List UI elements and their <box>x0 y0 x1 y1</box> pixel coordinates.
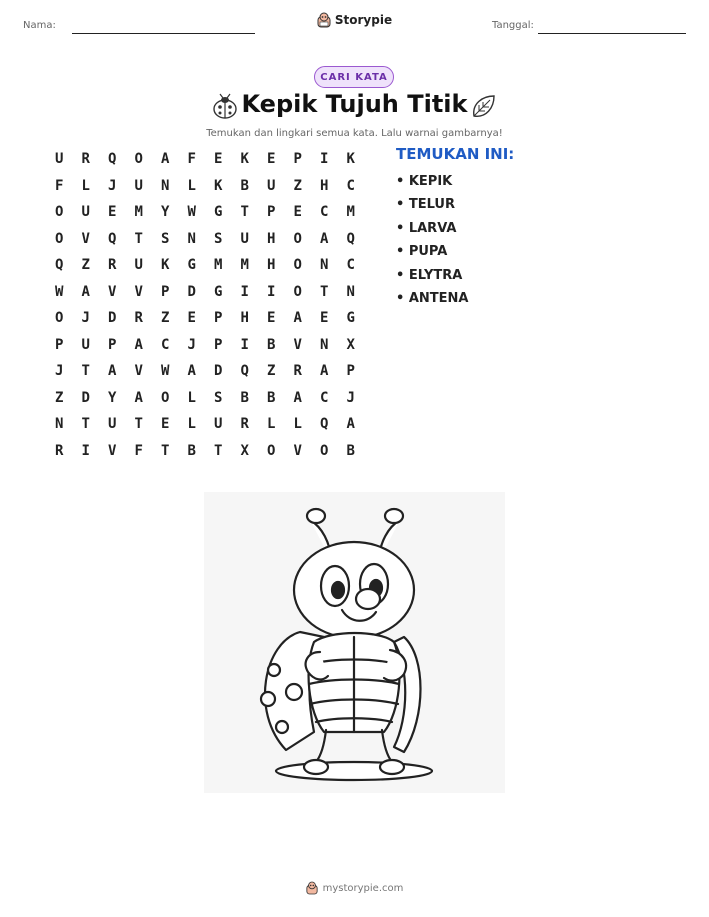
grid-cell[interactable]: D <box>108 310 117 327</box>
grid-cell[interactable]: V <box>134 283 143 300</box>
grid-cell[interactable]: F <box>55 177 64 194</box>
grid-cell[interactable]: H <box>267 230 276 247</box>
date-field[interactable] <box>538 33 686 34</box>
grid-cell[interactable]: N <box>187 230 196 247</box>
grid-cell[interactable]: C <box>346 177 355 194</box>
grid-cell[interactable]: B <box>240 389 249 406</box>
grid-cell[interactable]: A <box>320 363 329 380</box>
grid-cell[interactable]: H <box>267 257 276 274</box>
grid-cell[interactable]: N <box>320 257 329 274</box>
grid-cell[interactable]: A <box>187 363 196 380</box>
grid-cell[interactable]: A <box>293 389 302 406</box>
grid-cell[interactable]: M <box>240 257 249 274</box>
grid-cell[interactable]: V <box>293 336 302 353</box>
grid-cell[interactable]: L <box>267 416 276 433</box>
grid-cell[interactable]: L <box>187 416 196 433</box>
grid-cell[interactable]: O <box>293 257 302 274</box>
grid-cell[interactable]: X <box>346 336 355 353</box>
grid-cell[interactable]: C <box>320 204 329 221</box>
grid-cell[interactable]: P <box>214 310 223 327</box>
grid-cell[interactable]: T <box>134 230 143 247</box>
grid-cell[interactable]: O <box>320 442 329 459</box>
grid-cell[interactable]: R <box>55 442 64 459</box>
grid-cell[interactable]: A <box>108 363 117 380</box>
grid-cell[interactable]: Q <box>346 230 355 247</box>
brand-logo <box>0 12 709 32</box>
grid-cell[interactable]: E <box>267 151 276 168</box>
date-label: Tanggal: <box>492 20 534 31</box>
grid-cell[interactable]: O <box>55 230 64 247</box>
grid-cell[interactable]: P <box>346 363 355 380</box>
grid-cell[interactable]: O <box>293 230 302 247</box>
coloring-picture[interactable] <box>204 492 505 793</box>
grid-cell[interactable]: R <box>293 363 302 380</box>
grid-cell[interactable]: Z <box>267 363 276 380</box>
grid-cell[interactable]: S <box>161 230 170 247</box>
footer-url: mystorypie.com <box>322 882 404 894</box>
grid-cell[interactable]: Z <box>55 389 64 406</box>
grid-cell[interactable]: T <box>240 204 249 221</box>
grid-cell[interactable]: J <box>55 363 64 380</box>
grid-cell[interactable]: F <box>134 442 143 459</box>
word-list-item: • ELYTRA <box>396 267 463 283</box>
grid-cell[interactable]: M <box>134 204 143 221</box>
grid-cell[interactable]: R <box>134 310 143 327</box>
grid-cell[interactable]: O <box>55 310 64 327</box>
leaf-icon <box>468 92 498 122</box>
grid-cell[interactable]: I <box>240 336 249 353</box>
grid-cell[interactable]: A <box>293 310 302 327</box>
grid-cell[interactable]: R <box>81 151 90 168</box>
grid-cell[interactable]: S <box>214 230 223 247</box>
grid-cell[interactable]: W <box>187 204 196 221</box>
grid-cell[interactable]: S <box>214 389 223 406</box>
grid-cell[interactable]: E <box>108 204 117 221</box>
word-list-item: • KEPIK <box>396 174 453 189</box>
footer <box>0 880 709 899</box>
word-search-grid[interactable] <box>46 146 364 464</box>
storypie-mascot-icon <box>317 12 331 28</box>
grid-cell[interactable]: U <box>134 177 143 194</box>
grid-cell[interactable]: O <box>55 204 64 221</box>
grid-cell[interactable]: Y <box>161 204 170 221</box>
grid-cell[interactable]: E <box>320 310 329 327</box>
grid-cell[interactable]: H <box>320 177 329 194</box>
grid-cell[interactable]: W <box>55 283 64 300</box>
grid-cell[interactable]: L <box>293 416 302 433</box>
grid-cell[interactable]: K <box>214 177 223 194</box>
grid-cell[interactable]: V <box>108 442 117 459</box>
grid-cell[interactable]: E <box>187 310 196 327</box>
grid-cell[interactable]: O <box>293 283 302 300</box>
grid-cell[interactable]: B <box>267 389 276 406</box>
grid-cell[interactable]: O <box>161 389 170 406</box>
grid-cell[interactable]: L <box>187 177 196 194</box>
word-list-item: • TELUR <box>396 197 455 213</box>
grid-cell[interactable]: V <box>134 363 143 380</box>
grid-cell[interactable]: L <box>187 389 196 406</box>
grid-cell[interactable]: P <box>293 151 302 168</box>
word-list <box>396 170 468 310</box>
grid-cell[interactable]: K <box>240 151 249 168</box>
grid-cell[interactable]: J <box>187 336 196 353</box>
grid-cell[interactable]: J <box>81 310 90 327</box>
grid-cell[interactable]: C <box>161 336 170 353</box>
grid-cell[interactable]: Q <box>240 363 249 380</box>
word-list-item: • PUPA <box>396 244 448 260</box>
grid-cell[interactable]: A <box>346 416 355 433</box>
find-list-title: TEMUKAN INI: <box>396 145 515 163</box>
grid-cell[interactable]: A <box>161 151 170 168</box>
grid-cell[interactable]: I <box>267 283 276 300</box>
grid-cell[interactable]: P <box>214 336 223 353</box>
grid-cell[interactable]: V <box>81 230 90 247</box>
page-title: Kepik Tujuh Titik <box>241 90 468 118</box>
brand-name: Storypie <box>334 13 393 27</box>
grid-cell[interactable]: P <box>108 336 117 353</box>
grid-cell[interactable]: X <box>240 442 249 459</box>
grid-cell[interactable]: J <box>346 389 355 406</box>
grid-cell[interactable]: T <box>81 416 90 433</box>
grid-cell[interactable]: V <box>108 283 117 300</box>
grid-cell[interactable]: I <box>81 442 90 459</box>
grid-cell[interactable]: G <box>214 204 223 221</box>
grid-cell[interactable]: F <box>187 151 196 168</box>
grid-cell[interactable]: E <box>161 416 170 433</box>
grid-cell[interactable]: Q <box>320 416 329 433</box>
ladybug-coloring-illustration <box>204 492 505 793</box>
grid-cell[interactable]: K <box>346 151 355 168</box>
grid-cell[interactable]: B <box>187 442 196 459</box>
grid-cell[interactable]: T <box>134 416 143 433</box>
grid-cell[interactable]: Y <box>108 389 117 406</box>
grid-cell[interactable]: N <box>346 283 355 300</box>
grid-cell[interactable]: V <box>293 442 302 459</box>
grid-cell[interactable]: I <box>240 283 249 300</box>
grid-cell[interactable]: Q <box>55 257 64 274</box>
grid-cell[interactable]: T <box>81 363 90 380</box>
grid-cell[interactable]: B <box>267 336 276 353</box>
grid-cell[interactable]: M <box>346 204 355 221</box>
grid-cell[interactable]: Q <box>108 151 117 168</box>
grid-cell[interactable]: D <box>81 389 90 406</box>
word-list-item: • ANTENA <box>396 290 469 306</box>
grid-cell[interactable]: A <box>134 389 143 406</box>
grid-cell[interactable]: A <box>320 230 329 247</box>
grid-cell[interactable]: H <box>240 310 249 327</box>
grid-cell[interactable]: G <box>214 283 223 300</box>
grid-cell[interactable]: D <box>214 363 223 380</box>
grid-cell[interactable]: C <box>346 257 355 274</box>
activity-badge: CARI KATA <box>314 66 394 88</box>
grid-cell[interactable]: U <box>55 151 64 168</box>
grid-cell[interactable]: P <box>55 336 64 353</box>
grid-cell[interactable]: U <box>214 416 223 433</box>
grid-cell[interactable]: A <box>134 336 143 353</box>
grid-cell[interactable]: B <box>346 442 355 459</box>
grid-cell[interactable]: T <box>161 442 170 459</box>
grid-cell[interactable]: C <box>320 389 329 406</box>
grid-cell[interactable]: U <box>81 204 90 221</box>
grid-cell[interactable]: E <box>214 151 223 168</box>
grid-cell[interactable]: R <box>240 416 249 433</box>
grid-cell[interactable]: B <box>240 177 249 194</box>
grid-cell[interactable]: P <box>267 204 276 221</box>
instructions: Temukan dan lingkari semua kata. Lalu warnai gambarnya! <box>206 128 503 139</box>
grid-cell[interactable]: Z <box>81 257 90 274</box>
grid-cell[interactable]: J <box>108 177 117 194</box>
grid-cell[interactable]: T <box>320 283 329 300</box>
storypie-mascot-icon <box>306 881 318 895</box>
grid-cell[interactable]: G <box>346 310 355 327</box>
grid-cell[interactable]: Z <box>293 177 302 194</box>
grid-cell[interactable]: L <box>81 177 90 194</box>
grid-cell[interactable]: E <box>293 204 302 221</box>
grid-cell[interactable]: O <box>267 442 276 459</box>
grid-cell[interactable]: R <box>108 257 117 274</box>
grid-cell[interactable]: N <box>320 336 329 353</box>
grid-cell[interactable]: D <box>187 283 196 300</box>
grid-cell[interactable]: N <box>161 177 170 194</box>
grid-cell[interactable]: A <box>81 283 90 300</box>
grid-cell[interactable]: U <box>267 177 276 194</box>
grid-cell[interactable]: W <box>161 363 170 380</box>
name-field[interactable] <box>72 33 255 34</box>
grid-cell[interactable]: U <box>108 416 117 433</box>
grid-cell[interactable]: E <box>267 310 276 327</box>
grid-cell[interactable]: Q <box>108 230 117 247</box>
grid-cell[interactable]: K <box>161 257 170 274</box>
word-list-item: • LARVA <box>396 220 457 236</box>
grid-cell[interactable]: G <box>187 257 196 274</box>
name-label: Nama: <box>23 20 56 31</box>
grid-cell[interactable]: O <box>134 151 143 168</box>
grid-cell[interactable]: M <box>214 257 223 274</box>
grid-cell[interactable]: U <box>134 257 143 274</box>
grid-cell[interactable]: U <box>240 230 249 247</box>
grid-cell[interactable]: P <box>161 283 170 300</box>
grid-cell[interactable]: I <box>320 151 329 168</box>
grid-cell[interactable]: N <box>55 416 64 433</box>
grid-cell[interactable]: U <box>81 336 90 353</box>
grid-cell[interactable]: T <box>214 442 223 459</box>
grid-cell[interactable]: Z <box>161 310 170 327</box>
